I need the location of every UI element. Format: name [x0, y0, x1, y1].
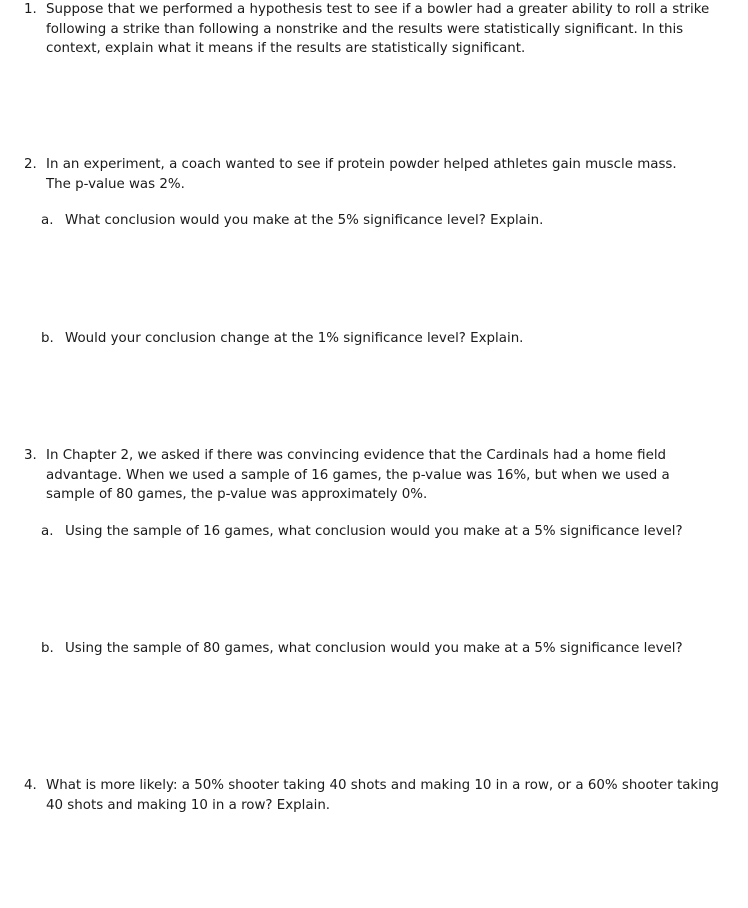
question-line: What is more likely: a 50% shooter taking 40 shots and making 10 in a row, or a 60% shooter taking	[46, 778, 719, 793]
part-text: Using the sample of 80 games, what conclusion would you make at a 5% significance level?	[65, 641, 683, 656]
question-line: 40 shots and making 10 in a row? Explain.	[46, 797, 331, 813]
part-letter: b.	[41, 641, 54, 656]
question-line: context, explain what it means if the results are statistically significant.	[46, 41, 526, 56]
question-line: sample of 80 games, the p-value was approximately 0%.	[46, 487, 428, 502]
part-letter: b.	[41, 331, 54, 346]
part-letter: a.	[41, 524, 54, 539]
part-text: Would your conclusion change at the 1% significance level? Explain.	[65, 331, 524, 346]
question-line: Suppose that we performed a hypothesis test to see if a bowler had a greater ability to roll a strike	[46, 2, 710, 17]
question-number: 2.	[24, 157, 37, 172]
question-line: In Chapter 2, we asked if there was convincing evidence that the Cardinals had a home field	[46, 448, 667, 463]
question-text	[46, 776, 730, 815]
part-letter: a.	[41, 213, 54, 228]
question-number: 3.	[24, 448, 37, 463]
question-line: advantage. When we used a sample of 16 games, the p-value was 16%, but when we used a	[46, 467, 670, 483]
question-number: 1.	[24, 2, 37, 17]
question-number: 4.	[24, 778, 37, 793]
question-text	[46, 446, 730, 505]
question-line: In an experiment, a coach wanted to see if protein powder helped athletes gain muscle mass.	[46, 157, 677, 172]
part-text: Using the sample of 16 games, what conclusion would you make at a 5% significance level?	[65, 524, 683, 539]
question-text	[46, 0, 730, 59]
question-line: The p-value was 2%.	[46, 176, 185, 192]
question-text	[46, 155, 730, 194]
part-text: What conclusion would you make at the 5% significance level? Explain.	[65, 213, 544, 228]
question-line: following a strike than following a nonstrike and the results were statistically significant. In this	[46, 21, 684, 37]
